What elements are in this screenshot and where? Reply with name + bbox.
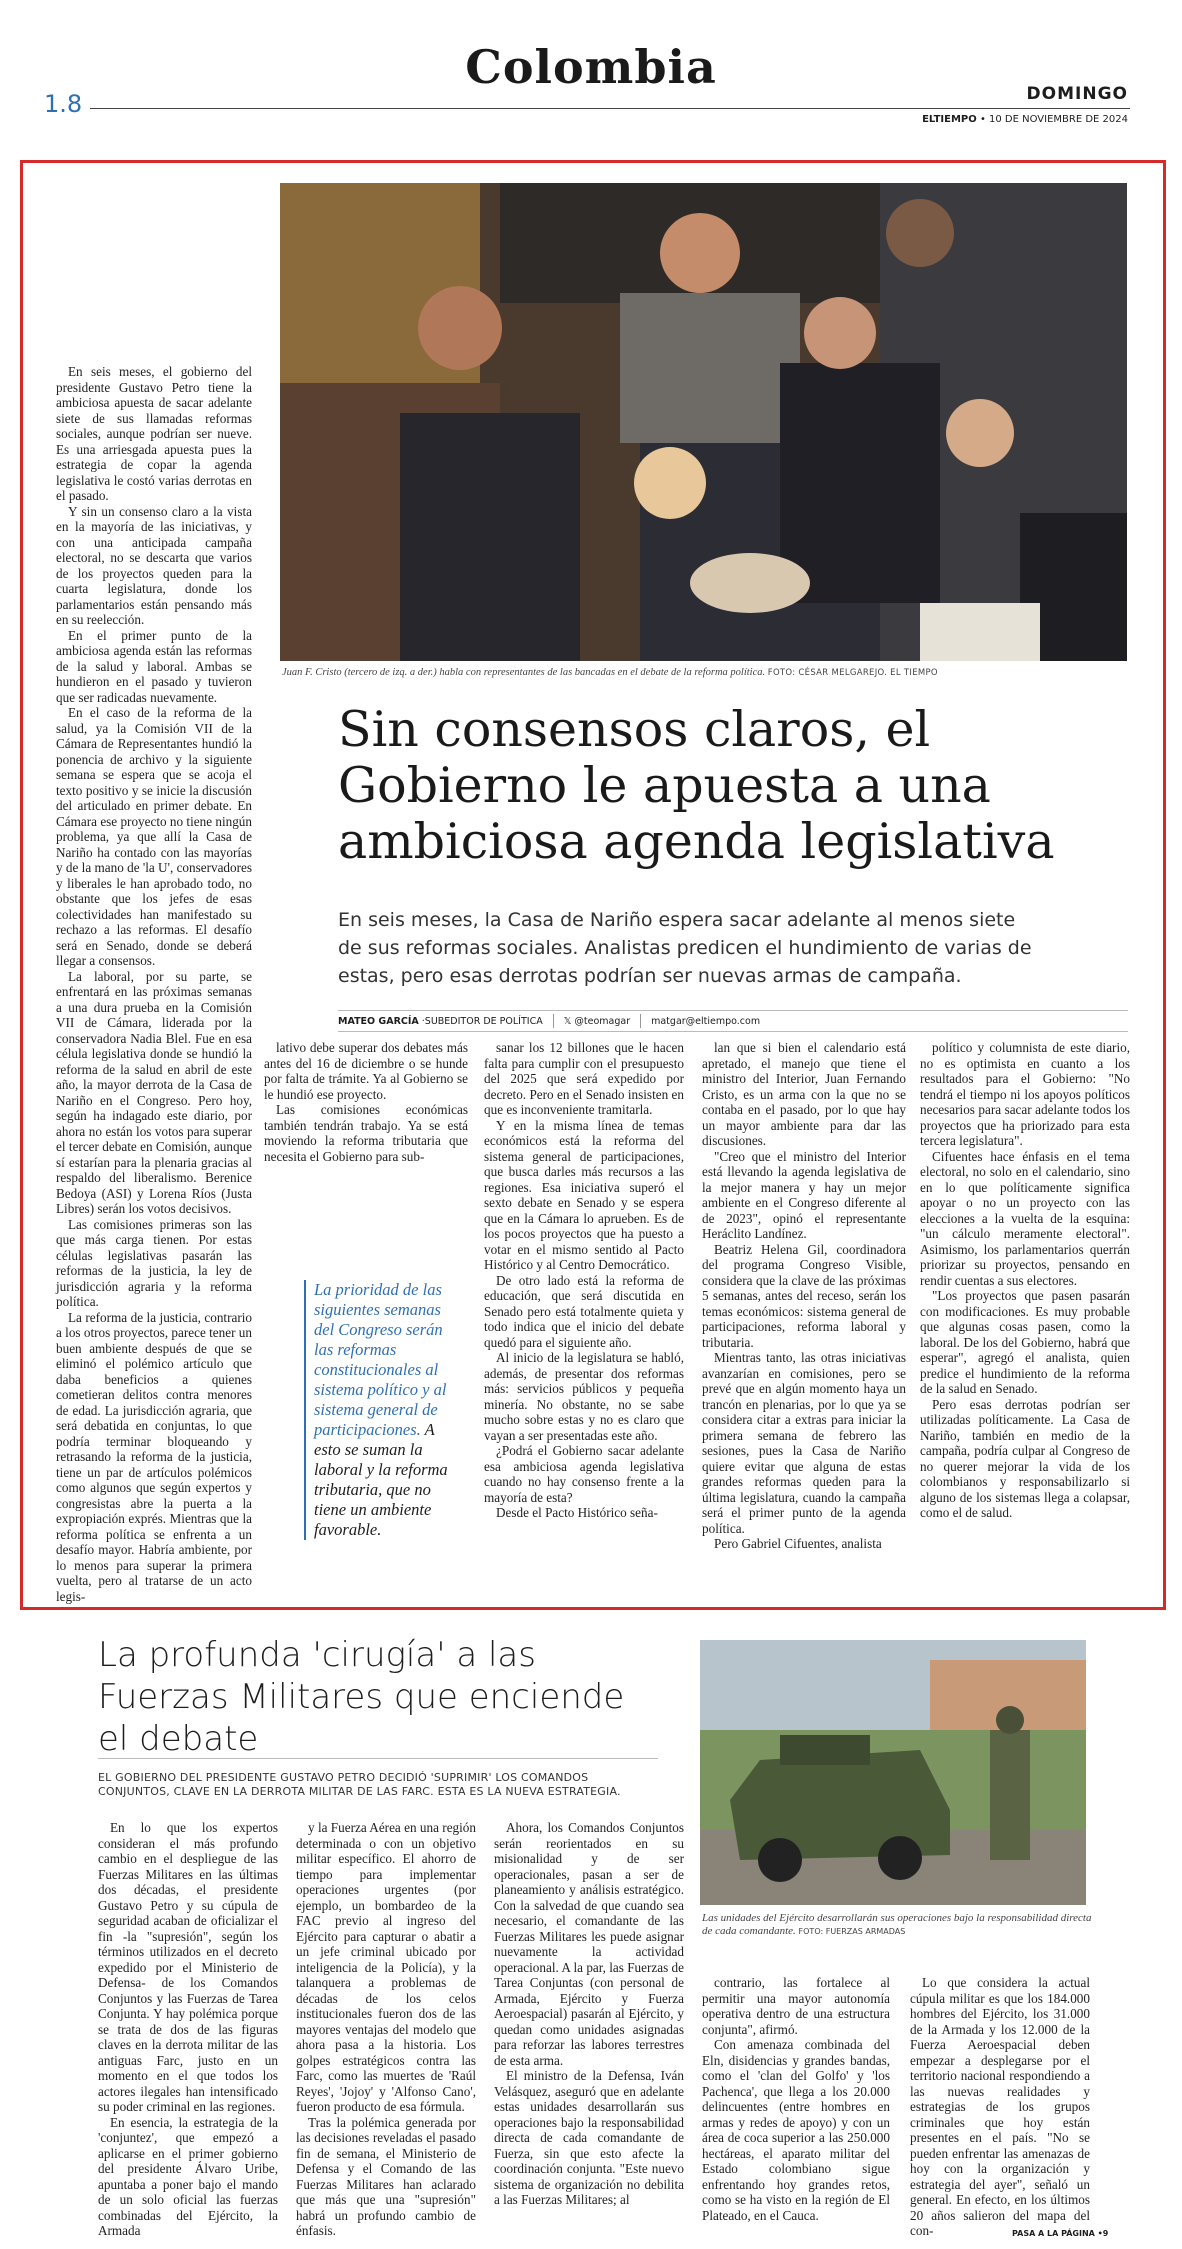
paragraph: "Creo que el ministro del Interior está llevando la agenda legislativa de la mejor manera y hay un mejor ambiente en el Congreso diferente al de 2023", opinó el representante Heráclito Landínez. [702,1148,906,1241]
paragraph: político y columnista de este diario, no es optimista en cuanto a los resultados para el Gobierno: "No tendrá el tiempo ni los apoyos políticos necesarios para sacar adelante todos los proyectos que ha priorizado para esta tercera legislatura". [920,1040,1130,1148]
congress-photo-illustration [280,183,1127,661]
paragraph: La reforma de la justicia, contrario a los otros proyectos, parece tener un buen ambiente después de que se eliminó el polémico artículo que daba beneficios a quienes cometieran delitos contra menores de edad. La jurisdicción agraria, que será debatida en conjuntas, lo que podría terminar bloqueando y retrasando la reforma de la justicia, tiene un par de artículos polémicos como algunos que según expertos y congresistas abre la puerta a la expropiación exprés. Mientras que la reforma política se enfrenta a un desafío mayor. Habría ambiente, por lo menos para superar la primera vuelta, pero al tratarse de un acto legis- [56,1309,252,1604]
second-article-column-3 [494,1820,684,2230]
paragraph: Con amenaza combinada del Eln, disidencias y grandes bandas, como el 'clan del Golfo' y 'los Pachenca', que llega a los 20.000 delincuentes (entre hombres en armas y redes de apoyo) y con un área de coca superior a las 250.000 hectáreas, el aparato militar del Estado colombiano sigue enfrentando hoy grandes retos, como se ha visto en la región de El Plateado, en el Cauca. [702,2037,890,2223]
main-article-column-3 [484,1040,684,1598]
byline-role: ·SUBEDITOR DE POLÍTICA [421,1015,543,1027]
paragraph: El ministro de la Defensa, Iván Velásquez, aseguró que en adelante estas unidades desarrollarán sus operaciones bajo la responsabilidad directa de cada comandante de Fuerza, sin que esto afecte la coordinación conjunta. "Este nuevo sistema de organización no debilita a las Fuerzas Militares; al [494,2068,684,2207]
second-article-headline: La profunda 'cirugía' a las Fuerzas Militares que enciende el debate [98,1635,625,1759]
byline-social-handle: @teomagar [574,1015,631,1027]
section-title: Colombia [465,40,717,94]
paragraph: y la Fuerza Aérea en una región determinada o con un objetivo militar específico. El ahorro de tiempo para implementar operaciones urgentes (por ejemplo, un bombardeo de la FAC previo al ingreso del Ejército para capturar o abatir a un jefe criminal ubicado por inteligencia de la Policía), y la talanquera a problemas de décadas de los celos institucionales fueron dos de las mayores ventajas del modelo que ahora pasa a la historia. Los golpes estratégicos contra las Farc, como las muertes de 'Raúl Reyes', 'Jojoy' y 'Alfonso Cano', fueron producto de esa fórmula. [296,1820,476,2114]
pull-quote-highlight: La prioridad de las siguientes semanas del Congreso serán las reformas constitucionales al sistema político y al sistema general de participaciones. [314,1280,447,1439]
paragraph: Beatriz Helena Gil, coordinadora del programa Congreso Visible, considera que la clave de las próximas 5 semanas, antes del receso, serán los temas económicos: sistema general de participaciones, reforma laboral y tributaria. [702,1241,906,1350]
military-vehicle-photo-illustration [700,1640,1086,1905]
header-date [922,114,1128,125]
paragraph: Cifuentes hace énfasis en el tema electoral, no solo en el calendario, sino en lo que políticamente significa apoyar o no un proyecto con las elecciones a la vuelta de la esquina: "un cálculo meramente electoral". Asimismo, los parlamentarios querrán priorizar su proyectos, pensando en rendir cuentas a sus electores. [920,1148,1130,1288]
main-article-column-1 [56,364,252,1604]
paragraph: Al inicio de la legislatura se habló, además, de presentar dos reformas más: servicios públicos y pequeña minería. No obstante, no se sabe mucho sobre estas y no es claro que vayan a ser presentadas este año. [484,1350,684,1443]
main-article-column-2 [264,1040,468,1260]
paragraph: La laboral, por su parte, se enfrentará en las próximas semanas a una dura prueba en la Comisión VII de Cámara, liderada por la conservadora Nadia Blel. Fue en esa célula legislativa donde se hundió la reforma de la salud en abril de este año, la mayor derrota de la Casa de Nariño en el Congreso. Pero hoy, según ha indagado este diario, por ahora no están los votos para superar el tercer debate en Comisión, aunque sí estarían para la plenaria gracias al respaldo del liberalismo. Berenice Bedoya (ASI) y Lorena Ríos (Justa Libres) serán los votos decisivos. [56,968,252,1216]
paragraph: "Los proyectos que pasen pasarán con modificaciones. Es muy probable que algunas cosas pasen, como la laboral. De los del Gobierno, habrá que esperar", agregó el analista, quien predice el hundimiento de la reforma de la salud en Senado. [920,1288,1130,1396]
byline-social[interactable] [564,1016,630,1027]
paragraph: En el caso de la reforma de la salud, ya la Comisión VII de la Cámara de Representantes hundió la ponencia de archivo y la siguiente semana se espera que se acoja el texto positivo y se inicie la discusión del articulado en primer debate. En Cámara ese proyecto no tiene ningún problema, ya que allí la Casa de Nariño ha contado con las mayorías y de la mano de 'la U', conservadores y liberales le han aprobado todo, no obstante que los jefes de esas colectividades han manifestado su rechazo a las reformas. El desafío será en Senado, donde se deberá llegar a consensos. [56,705,252,968]
byline-name: MATEO GARCÍA [338,1015,419,1027]
paragraph: Ahora, los Comandos Conjuntos serán reorientados en su misionalidad y de ser operacionales, pasan a ser de planeamiento y análisis estratégico. Con la salvedad de que cuando sea necesario, el comandante de las Fuerzas Militares les puede asignar nuevamente la actividad operacional. A la par, las Fuerzas de Tarea Conjuntas (con personal de Armada, Ejército y Fuerza Aeroespacial) pasarán al Ejército, y quedan como unidades asignadas para reforzar las labores terrestres de esta arma. [494,1820,684,2068]
photo-credit: FOTO: FUERZAS ARMADAS [798,1927,906,1936]
paragraph: En seis meses, el gobierno del presidente Gustavo Petro tiene la ambiciosa apuesta de sacar adelante siete de sus llamadas reformas sociales, aunque podrían ser nueve. Es una arriesgada apuesta pues la estrategia de copar la agenda legislativa le costó varias derrotas en el pasado. [56,364,252,503]
paragraph: Mientras tanto, las otras iniciativas avanzarían en comisiones, pero se prevé que en algún momento haya un trancón en plenarias, por lo que ya se considera citar a extras para iniciar la primera semana de febrero las sesiones, pues la Casa de Nariño quiere evitar que alguna de estas grandes reformas queden para la última legislatura, cuando la campaña será el primer punto de la agenda política. [702,1350,906,1536]
paragraph: Pero Gabriel Cifuentes, analista [714,1536,882,1551]
paragraph: Las comisiones primeras son las que más carga tienen. Por estas células legislativas pasarán las reformas de la justicia, la ley de jurisdicción agraria y la reforma política. [56,1216,252,1309]
page-number: 1.8 [44,90,83,118]
date-text: • 10 DE NOVIEMBRE DE 2024 [979,114,1128,125]
caption-text: Las unidades del Ejército desarrollarán sus operaciones bajo la responsabilidad directa de cada comandante. [702,1912,1092,1937]
second-article-column-4 [702,1975,890,2230]
paragraph: En el primer punto de la ambiciosa agenda están las reformas de la salud y laboral. Ambas se hundieron en el pasado y tuvieron que ser radicadas nuevamente. [56,627,252,705]
paragraph: sanar los 12 billones que le hacen falta para cumplir con el presupuesto del 2025 que será expedido por decreto. Pero en el Senado insisten en que es inconveniente tramitarla. [484,1040,684,1117]
second-article-column-2 [296,1820,476,2238]
paragraph: Pero esas derrotas podrían ser utilizadas políticamente. La Casa de Nariño, también en medio de la campaña, podría culpar al Congreso de no querer mejorar la vida de los colombianos y responsabilizarlo si alguno de los sistemas llega a colapsar, como el de salud. [920,1396,1130,1520]
paragraph: contrario, las fortalece al permitir una mayor autonomía operativa dentro de una estructura conjunta", afirmó. [702,1975,890,2037]
paragraph: Tras la polémica generada por las decisiones reveladas el pasado fin de semana, el Ministerio de Defensa y el Comando de las Fuerzas Militares han aclarado que más que una "supresión" habrá un profundo cambio de énfasis. [296,2114,476,2238]
byline-separator [553,1014,554,1028]
pull-quote [304,1280,460,1540]
paragraph: Desde el Pacto Histórico seña- [496,1505,658,1520]
caption-text: Juan F. Cristo (tercero de izq. a der.) habla con representantes de las bancadas en el debate de la reforma política. [282,667,766,678]
main-article-column-5 [920,1040,1130,1598]
header-day: DOMINGO [1026,84,1128,104]
x-social-icon: 𝕏 [563,1015,572,1027]
byline [338,1010,1128,1032]
main-article-column-4 [702,1040,906,1598]
main-article-photo [280,183,1127,661]
paragraph: Lo que considera la actual cúpula militar es que los 184.000 hombres del Ejército, los 31.000 de la Armada y los 12.000 de la Fuerza Aeroespacial deben empezar a desplegarse por el territorio nacional respondiendo a las nuevas realidades y estrategias de los grupos criminales que hoy están presentes en el país. "No se pueden enfrentar las amenazas de hoy con la organización y estrategia del ayer", señaló un general. En efecto, en los últimos 20 años salieron del mapa del con- [910,1975,1090,2238]
byline-email[interactable]: matgar@eltiempo.com [651,1015,761,1027]
pull-quote-body: A esto se suman la laboral y la reforma tributaria, que no tiene un ambiente favorable. [314,1420,448,1539]
second-photo-caption [702,1912,1102,1938]
paragraph: Las comisiones económicas también tendrán trabajo. Ya se está moviendo la reforma tributaria que necesita el Gobierno para sub- [264,1102,468,1164]
paragraph: Y sin un consenso claro a la vista en la mayoría de las iniciativas, y con una anticipada campaña electoral, no se descarta que varios de los proyectos queden para la cuarta legislatura, donde los parlamentarios están pensando más en su reelección. [56,503,252,627]
main-lede: En seis meses, la Casa de Nariño espera sacar adelante al menos siete de sus reformas sociales. Analistas predicen el hundimiento de varias de estas, pero esas derrotas podrían ser nuevas armas de campaña. [338,909,1032,987]
second-article-deck: EL GOBIERNO DEL PRESIDENTE GUSTAVO PETRO DECIDIÓ 'SUPRIMIR' LOS COMANDOS CONJUNTOS, CLAVE EN LA DERROTA MILITAR DE LAS FARC. ESTA ES LA NUEVA ESTRATEGIA. [98,1758,658,1799]
paragraph: ¿Podrá el Gobierno sacar adelante esa ambiciosa agenda legislativa cuando no hay consenso frente a la mayoría de esta? [484,1443,684,1505]
paper-name: ELTIEMPO [922,114,977,125]
second-article-column-1 [98,1820,278,2238]
paragraph: lan que si bien el calendario está apretado, el manejo que tiene el ministro del Interior, Juan Fernando Cristo, es un arma con la que no se contaba en el pasado, por lo que hay un mayor ambiente para dar las discusiones. [702,1040,906,1148]
main-headline: Sin consensos claros, el Gobierno le apuesta a una ambiciosa agenda legislativa [338,701,1055,870]
paragraph: Y en la misma línea de temas económicos está la reforma del sistema general de participaciones, que busca darles más recursos a las regiones. Esa iniciativa superó el sexto debate en Senado y se espera que en la Cámara lo aprueben. Es de los pocos proyectos que ha puesto a votar en el mismo sentido al Pacto Histórico y al Centro Democrático. [484,1117,684,1272]
byline-separator [640,1014,641,1028]
paragraph: lativo debe superar dos debates más antes del 16 de diciembre o se hunde por falta de trámite. Ya al Gobierno se le hundió ese proyecto. [264,1040,468,1102]
header-rule [90,108,1130,109]
paragraph: De otro lado está la reforma de educación, que será discutida en Senado pero está totalmente quieta y todo indica que el inicio del debate quedó para el siguiente año. [484,1272,684,1350]
continued-on-page[interactable]: PASA A LA PÁGINA •9 [1012,2229,1109,2238]
photo-credit: FOTO: CÉSAR MELGAREJO. EL TIEMPO [767,668,938,678]
paragraph: En lo que los expertos consideran el más profundo cambio en el despliegue de las Fuerzas Militares en las últimas dos décadas, el presidente Gustavo Petro y su cúpula de seguridad acaban de oficializar el fin -la "supresión", según los términos utilizados en el decreto expedido por el Ministerio de Defensa- de los Comandos Conjuntos y las Fuerzas de Tarea Conjunta. Y hay polémica porque se trata de dos de las figuras claves en la derrota militar de las antiguas Farc, justo en un momento en el que todos los actores ilegales han intensificado su poder criminal en las regiones. [98,1820,278,2114]
paragraph: En esencia, la estrategia de la 'conjuntez', que empezó a aplicarse en el primer gobierno del presidente Álvaro Uribe, apuntaba a poner bajo el mando de un solo oficial las fuerzas combinadas del Ejército, la Armada [98,2114,278,2238]
main-photo-caption [282,667,1142,678]
second-article-photo [700,1640,1086,1905]
